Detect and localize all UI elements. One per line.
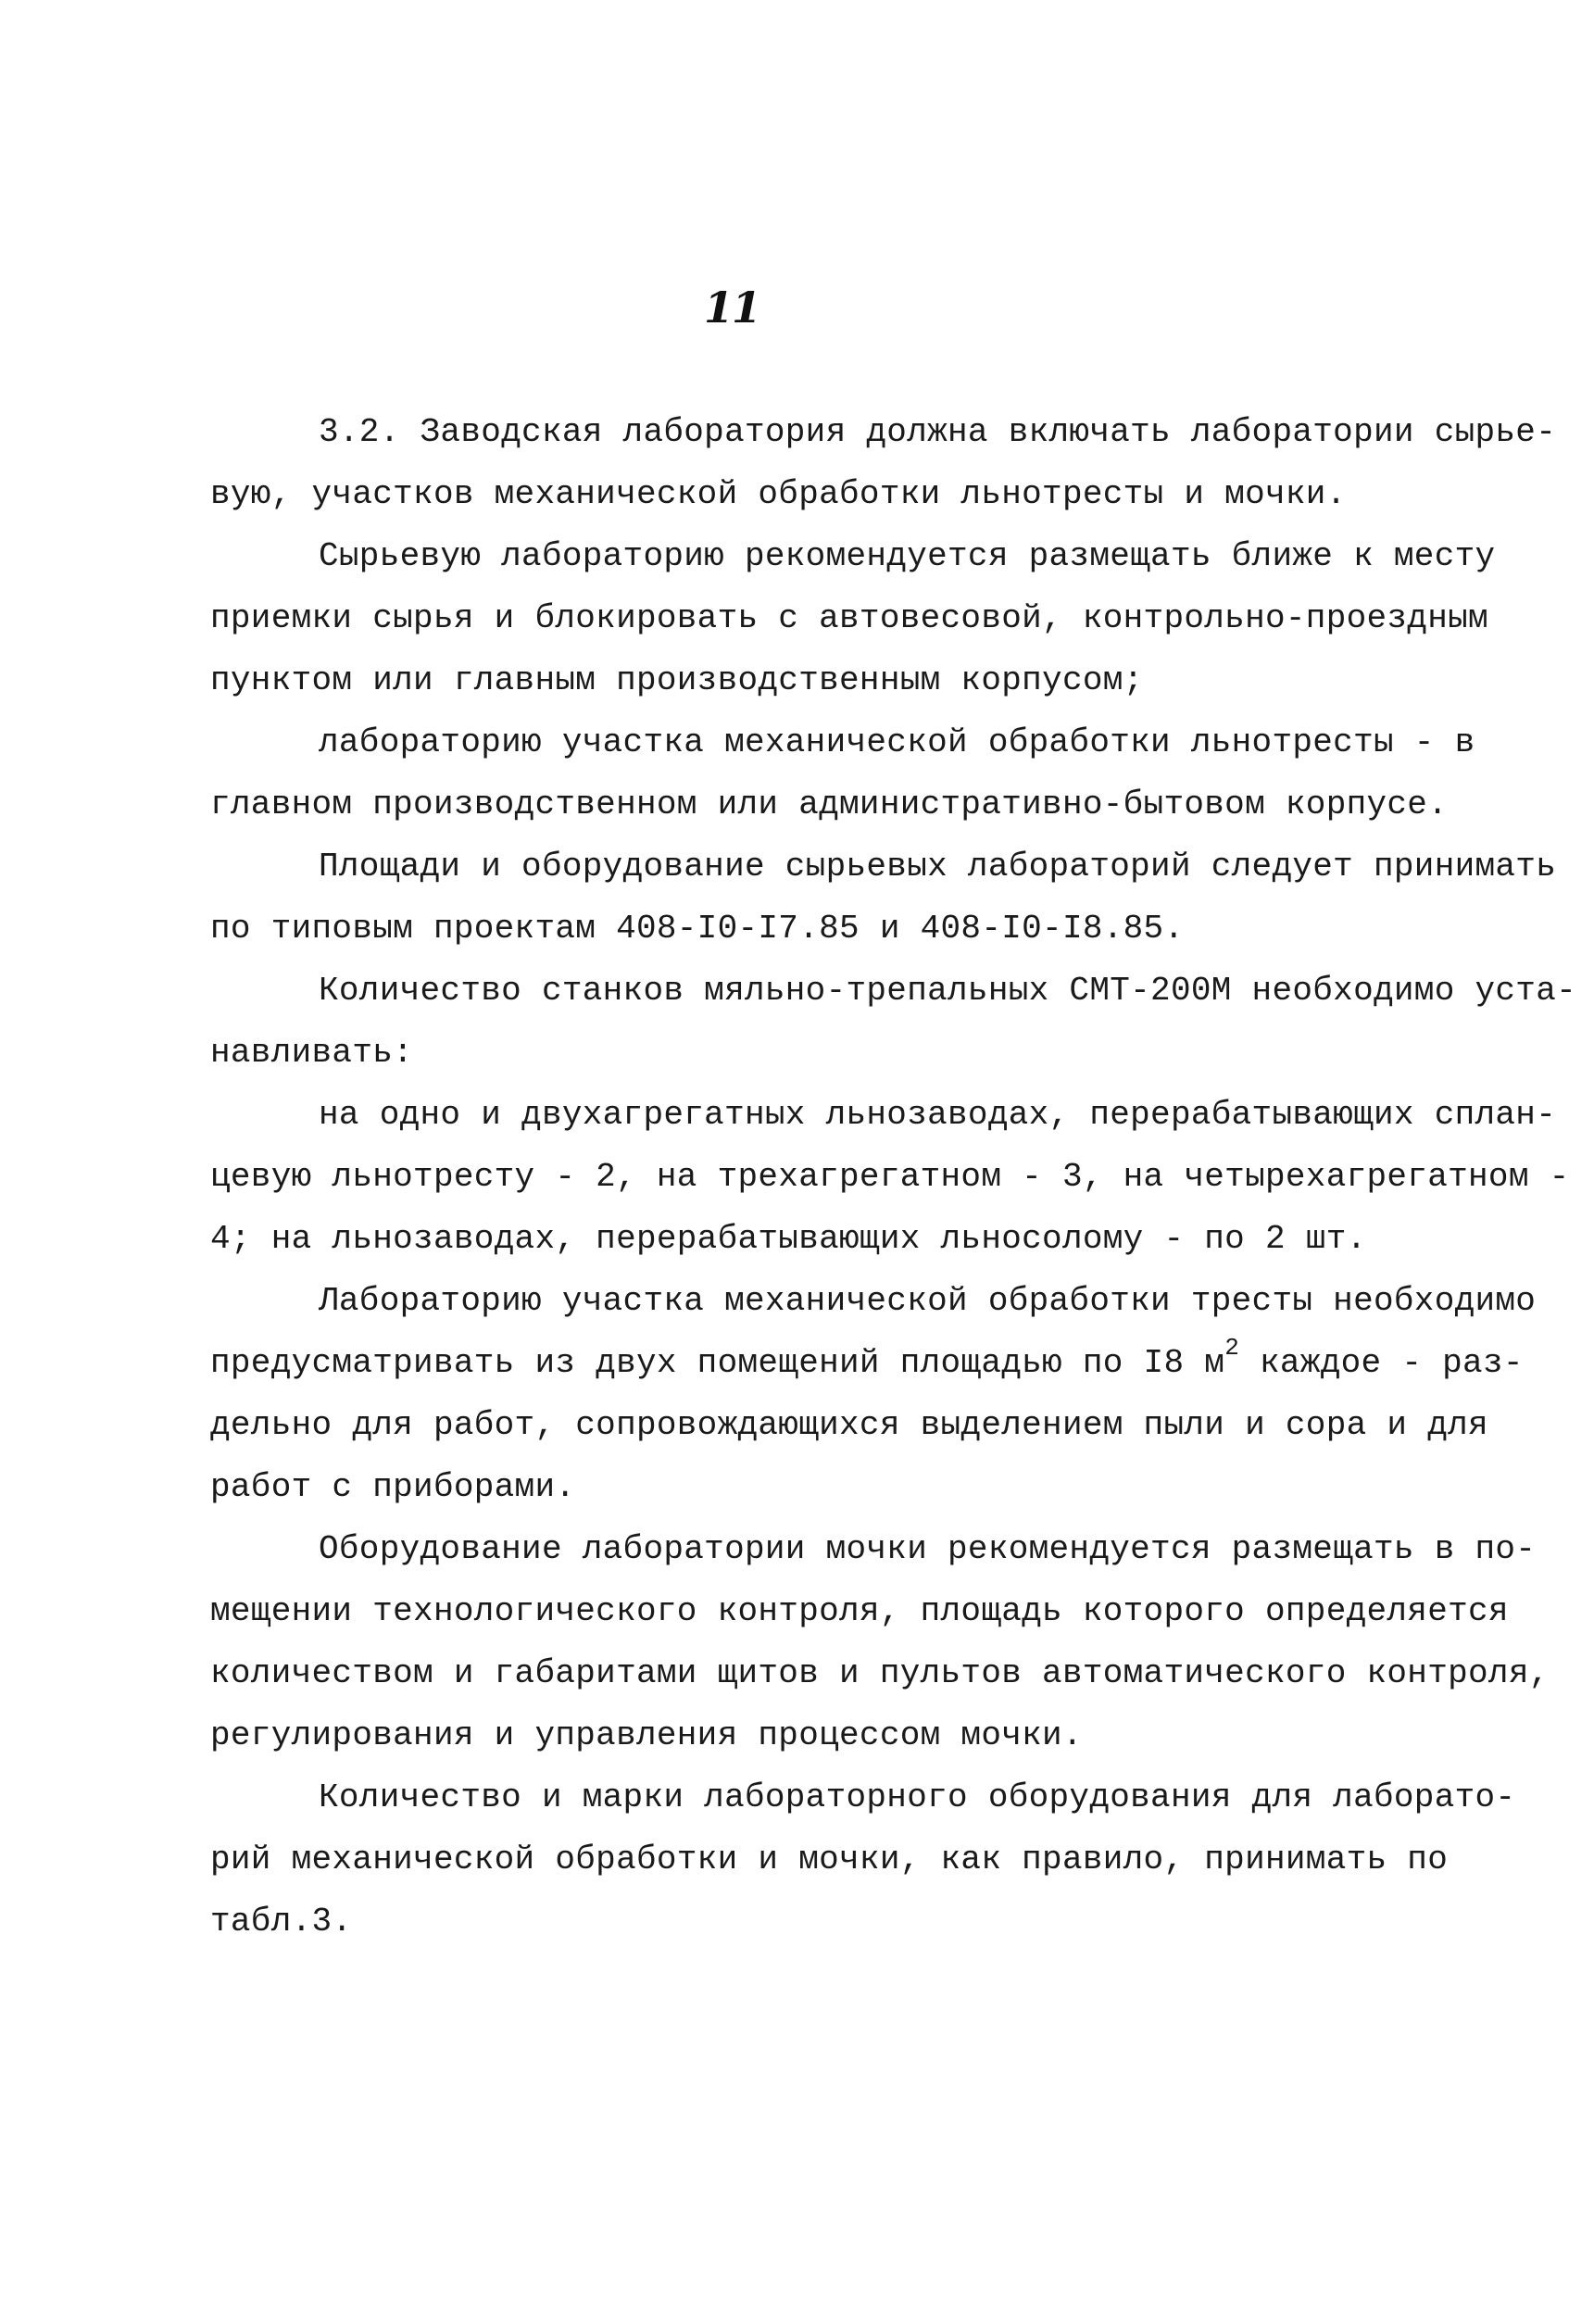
- text-line: по типовым проектам 408-I0-I7.85 и 408-I0-I8.85.: [210, 910, 1185, 948]
- text-line: Количество станков мяльно-трепальных СМТ-200М необходимо уста-: [319, 972, 1577, 1010]
- text-line: Количество и марки лабораторного оборудования для лаборато-: [319, 1778, 1516, 1816]
- text-line: навливать:: [210, 1034, 414, 1072]
- text-line: приемки сырья и блокировать с автовесовой, контрольно-проездным: [210, 599, 1488, 637]
- text-line: Лабораторию участка механической обработки тресты необходимо: [319, 1282, 1537, 1320]
- text-line: 4; на льнозаводах, перерабатывающих льносолому - по 2 шт.: [210, 1220, 1367, 1258]
- text-line: пунктом или главным производственным корпусом;: [210, 661, 1144, 699]
- text-line: на одно и двухагрегатных льнозаводах, перерабатывающих сплан-: [319, 1096, 1557, 1134]
- text-segment: предусматривать из двух помещений площадью по I8 м: [210, 1344, 1225, 1382]
- text-line-with-superscript: [210, 1334, 1524, 1384]
- text-line: дельно для работ, сопровождающихся выделением пыли и сора и для: [210, 1406, 1488, 1444]
- text-line: цевую льнотресту - 2, на трехагрегатном - 3, на четырехагрегатном -: [210, 1158, 1570, 1196]
- text-line: работ с приборами.: [210, 1468, 576, 1506]
- text-segment: каждое - раз-: [1260, 1344, 1524, 1382]
- text-line: Сырьевую лабораторию рекомендуется размещать ближе к месту: [319, 537, 1496, 575]
- text-line: лабораторию участка механической обработки льнотресты - в: [319, 723, 1475, 761]
- page-number: 11: [704, 283, 760, 333]
- text-line: мещении технологического контроля, площадь которого определяется: [210, 1592, 1509, 1630]
- text-line: главном производственном или административно-бытовом корпусе.: [210, 785, 1449, 823]
- text-line: регулирования и управления процессом мочки.: [210, 1716, 1083, 1754]
- text-line: вую, участков механической обработки льнотресты и мочки.: [210, 475, 1347, 513]
- text-line: рий механической обработки и мочки, как правило, принимать по: [210, 1840, 1449, 1878]
- text-line: Площади и оборудование сырьевых лабораторий следует принимать: [319, 848, 1557, 886]
- text-line: 3.2. Заводская лаборатория должна включать лаборатории сырье-: [319, 413, 1557, 451]
- superscript: 2: [1224, 1334, 1240, 1362]
- text-line: количеством и габаритами щитов и пультов автоматического контроля,: [210, 1654, 1550, 1692]
- text-line: Оборудование лаборатории мочки рекомендуется размещать в по-: [319, 1530, 1537, 1568]
- text-line: табл.3.: [210, 1903, 353, 1941]
